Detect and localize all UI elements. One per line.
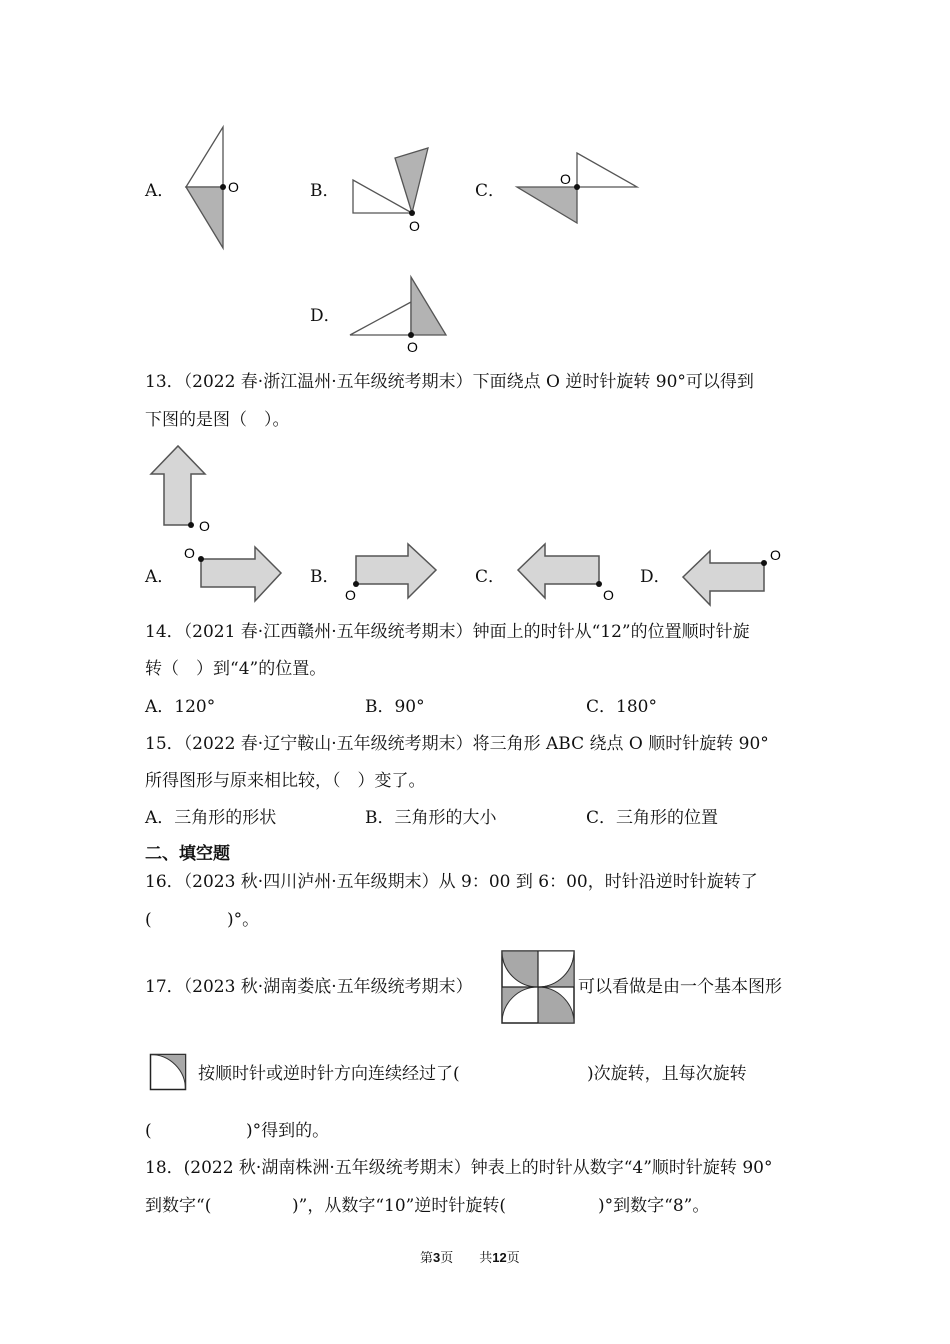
q16-blank-open: ( (145, 910, 152, 930)
q15-option-b[interactable]: B．三角形的大小 (365, 808, 497, 828)
q17-part3-a: 按顺时针或逆时针方向连续经过了( (198, 1064, 460, 1084)
q12-option-c-label[interactable]: C． (475, 181, 506, 201)
q16-blank-close: )°。 (227, 910, 260, 930)
q15-option-c[interactable]: C．三角形的位置 (586, 808, 719, 828)
q12-b-point-label: O (409, 218, 420, 234)
q12-d-point-label: O (407, 339, 418, 355)
q17-part1: 17．（2023 秋·湖南娄底·五年级统考期末） (145, 977, 473, 997)
q18-line1: 18．(2022 秋·湖南株洲·五年级统考期末）钟表上的时针从数字“4”顺时针旋转 90° (145, 1158, 773, 1178)
q15-option-a[interactable]: A．三角形的形状 (145, 808, 277, 828)
q12-d-triangle-gray (411, 277, 446, 335)
q13-option-c-arrow (515, 540, 625, 605)
q12-b-point-dot (409, 210, 415, 216)
q14-line1: 14．（2021 春·江西赣州·五年级统考期末）钟面上的时针从“12”的位置顺时针旋 (145, 622, 750, 642)
q13-line1: 13．（2022 春·浙江温州·五年级统考期末）下面绕点 O 逆时针旋转 90°可以得到 (145, 372, 754, 392)
q13-d-point-dot (761, 560, 767, 566)
q12-d-point-dot (408, 332, 414, 338)
q13-ref-point-label: O (199, 518, 210, 534)
footer-post: 页 (506, 1250, 520, 1265)
q12-option-a-label[interactable]: A． (145, 181, 175, 201)
q17-part3-b: )次旋转，且每次旋转 (587, 1064, 747, 1084)
q12-option-d-label[interactable]: D． (310, 306, 341, 326)
q17-pinwheel-figure (501, 950, 575, 1026)
q13-option-d-arrow (680, 545, 790, 610)
q17-blank-open: ( (145, 1121, 152, 1141)
q12-c-triangle-gray (517, 187, 577, 223)
q16-line1: 16．（2023 秋·四川泸州·五年级期末）从 9：00 到 6：00，时针沿逆时针旋转了 (145, 872, 758, 892)
q13-a-point-dot (198, 556, 204, 562)
q17-blank-close: )°得到的。 (246, 1121, 330, 1141)
q12-option-b-figure (345, 140, 435, 240)
q12-option-c-figure (512, 150, 642, 230)
q12-a-triangle-white (186, 127, 223, 187)
footer-mid: 页 共 (440, 1250, 493, 1265)
q13-a-point-label: O (184, 545, 195, 561)
q13-option-c-label[interactable]: C． (475, 567, 506, 587)
q17-basic-shape-figure (149, 1053, 189, 1093)
q18-line2-b: )”，从数字“10”逆时针旋转( (292, 1196, 506, 1216)
q12-c-point-dot (574, 184, 580, 190)
q13-ref-point-dot (188, 522, 194, 528)
q14-option-a[interactable]: A．120° (145, 697, 216, 717)
q12-a-triangle-gray (186, 187, 223, 248)
q15-line2: 所得图形与原来相比较，（ ）变了。 (145, 771, 426, 791)
q12-option-d-figure (345, 272, 455, 357)
footer-page-number: 3 (433, 1250, 441, 1265)
q17-part2: 可以看做是由一个基本图形 (578, 977, 782, 997)
q13-line2: 下图的是图（ ）。 (145, 410, 290, 430)
q12-option-b-label[interactable]: B． (310, 181, 340, 201)
q13-option-a-arrow (180, 543, 290, 608)
q12-c-point-label: O (560, 171, 571, 187)
footer-pre: 第 (420, 1250, 434, 1265)
q13-option-a-label[interactable]: A． (145, 567, 175, 587)
q12-a-point-dot (220, 184, 226, 190)
q12-b-triangle-gray (395, 148, 428, 213)
q13-c-point-label: O (603, 587, 614, 603)
q12-d-triangle-white (350, 302, 411, 335)
q12-a-point-label: O (228, 179, 239, 195)
q13-d-point-label: O (770, 547, 781, 563)
q18-line2-a: 到数字“( (145, 1196, 212, 1216)
q14-option-b[interactable]: B．90° (365, 697, 425, 717)
section-heading-fill-blank: 二、填空题 (145, 844, 230, 864)
q15-line1: 15．（2022 春·辽宁鞍山·五年级统考期末）将三角形 ABC 绕点 O 顺时针旋转 90° (145, 734, 769, 754)
page-footer (420, 1247, 520, 1266)
q13-option-b-label[interactable]: B． (310, 567, 340, 587)
q13-option-d-label[interactable]: D． (640, 567, 671, 587)
q14-line2: 转（ ）到“4”的位置。 (145, 659, 327, 679)
q13-option-b-arrow (340, 540, 445, 605)
q13-c-point-dot (596, 581, 602, 587)
q18-line2-c: )°到数字“8”。 (598, 1196, 710, 1216)
q12-option-a-figure (180, 125, 250, 255)
q13-b-point-label: O (345, 587, 356, 603)
footer-total-pages: 12 (492, 1250, 507, 1265)
q12-c-triangle-white (577, 153, 637, 187)
q14-option-c[interactable]: C．180° (586, 697, 657, 717)
q13-reference-arrow (148, 443, 218, 538)
